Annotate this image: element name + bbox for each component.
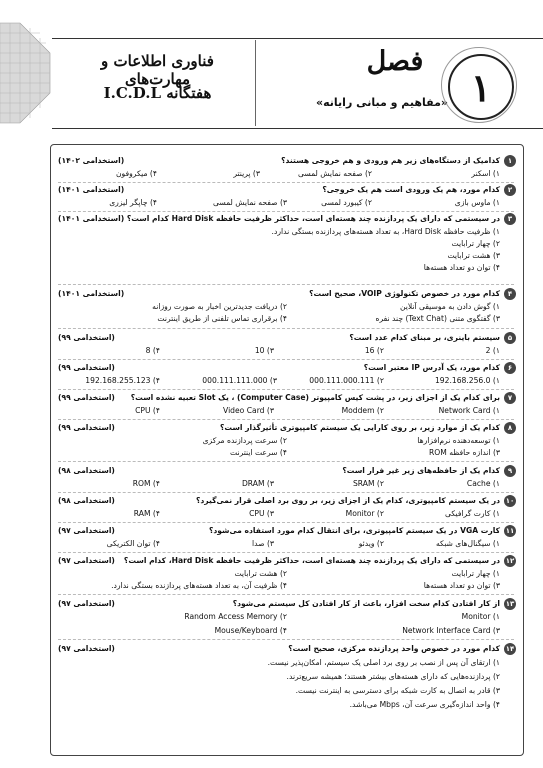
- option-4: ۴) سرعت اینترنت: [230, 448, 287, 457]
- question-text: از کار افتادن کدام سخت افزار، باعث از کار افتادن کل سیستم می‌شود؟: [232, 599, 500, 608]
- separator: [58, 461, 514, 462]
- option-3: ۳) اندازه حافظه ROM: [428, 448, 500, 457]
- option-2: ۲) Random Access Memory: [184, 612, 287, 621]
- question-3: [50, 213, 522, 272]
- option-3: ۳) پرینتر: [233, 169, 260, 178]
- chapter-word: فصل: [366, 46, 424, 77]
- separator: [58, 492, 514, 493]
- question-source: (استخدامی ۹۸): [58, 466, 115, 475]
- question-number: ۵: [504, 332, 516, 344]
- question-text: کدام مورد، یک آدرس IP معتبر است؟: [363, 363, 500, 372]
- option-2: ۲) ویدئو: [358, 539, 384, 548]
- question-text: کدام مورد، هم یک ورودی است هم یک خروجی؟: [322, 185, 500, 194]
- question-4: [50, 288, 522, 326]
- option-2: ۲) پردازنده‌هایی که دارای هسته‌های بیشتر هستند؛ همیشه سریع‌ترند.: [286, 672, 500, 681]
- option-1: ۱) Monitor: [461, 612, 500, 621]
- option-4: ۴) RAM: [133, 509, 160, 518]
- option-1: ۱) سیگنال‌های شبکه: [435, 539, 500, 548]
- question-number: ۷: [504, 392, 516, 404]
- question-number: ۹: [504, 465, 516, 477]
- option-3: ۳) Network Interface Card: [402, 626, 500, 635]
- option-3: ۳) 000.111.111.000: [202, 376, 277, 385]
- option-3: ۳) DRAM: [241, 479, 274, 488]
- option-3: ۳) گفتگوی متنی (Text Chat) چند نفره: [375, 314, 500, 323]
- separator: [58, 284, 514, 285]
- question-number: ۲: [504, 184, 516, 196]
- option-3: ۳) Video Card: [223, 406, 274, 415]
- option-1: ۱) ماوس بازی: [454, 198, 500, 207]
- question-source: (استخدامی ۱۴۰۱): [58, 185, 125, 194]
- question-text: کارت VGA در یک سیستم کامپیوتری، برای انتقال کدام مورد استفاده می‌شود؟: [208, 526, 500, 535]
- option-3: ۳) صدا: [251, 539, 274, 548]
- question-number: ۶: [504, 362, 516, 374]
- question-7: [50, 392, 522, 418]
- option-2: ۲) Monitor: [345, 509, 384, 518]
- question-source: (استخدامی ۹۷): [58, 599, 115, 608]
- option-2: ۲) کیبورد لمسی: [321, 198, 372, 207]
- question-number: ۱۰: [505, 497, 515, 505]
- question-source: (استخدامی ۹۸): [58, 496, 115, 505]
- option-2: ۲) SRAM: [352, 479, 384, 488]
- question-6: [50, 362, 522, 388]
- question-source: (استخدامی ۹۷): [58, 644, 115, 653]
- option-4: ۴) 192.168.255.123: [85, 376, 160, 385]
- option-2: ۲) دریافت جدیدترین اخبار به صورت روزانه: [152, 302, 287, 311]
- question-source: (استخدامی ۹۷): [58, 556, 115, 565]
- option-2: ۲) 16: [364, 346, 384, 355]
- question-number: ۳: [504, 213, 516, 225]
- option-3: ۳) 10: [254, 346, 274, 355]
- separator: [58, 594, 514, 595]
- question-number: ۱۱: [505, 527, 515, 535]
- question-number: ۱۳: [505, 600, 515, 608]
- separator: [58, 522, 514, 523]
- option-3: ۳) هشت ترابایت: [447, 251, 500, 260]
- question-13: [50, 598, 522, 636]
- option-4: ۴) Mouse/Keyboard: [214, 626, 287, 635]
- question-source: (استخدامی ۱۴۰۱): [58, 214, 125, 223]
- option-4: ۴) ROM: [132, 479, 160, 488]
- question-source: (استخدامی ۱۴۰۲): [58, 156, 125, 165]
- option-1: ۱) چهار ترابایت: [451, 569, 500, 578]
- chapter-number: ۱: [448, 54, 514, 120]
- option-1: ۱) گوش دادن به موسیقی آنلاین: [399, 302, 500, 311]
- option-4: ۴) CPU: [135, 406, 160, 415]
- option-2: ۲) سرعت پردازنده مرکزی: [202, 436, 287, 445]
- question-number: ۱۴: [505, 645, 515, 653]
- decorative-pattern-icon: [0, 18, 58, 128]
- header-top-rule: [52, 38, 543, 39]
- option-4: ۴) واحد اندازه‌گیری سرعت آن، Mbps می‌باشد.: [349, 700, 500, 709]
- option-4: ۴) ظرفیت آن، به تعداد هسته‌های پردازنده بستگی ندارد.: [111, 581, 287, 590]
- option-3: ۳) قادر به اتصال به کارت شبکه برای دسترسی به اینترنت نیست.: [295, 686, 500, 695]
- option-4: ۴) توان الکتریکی: [106, 539, 160, 548]
- option-4: ۴) برقراری تماس تلفنی از طریق اینترنت: [157, 314, 287, 323]
- question-text: کدامیک از دستگاه‌های زیر هم ورودی و هم خروجی هستند؟: [281, 156, 500, 165]
- question-8: [50, 422, 522, 460]
- option-3: ۳) توان دو تعداد هسته‌ها: [423, 581, 500, 590]
- question-14: [50, 643, 522, 713]
- option-2: ۲) صفحه نمایش لمسی: [298, 169, 372, 178]
- separator: [58, 182, 514, 183]
- option-2: ۲) هشت ترابایت: [234, 569, 287, 578]
- question-text: در یک سیستم کامپیوتری، کدام یک از اجزای زیر، بر روی برد اصلی قرار نمی‌گیرد؟: [195, 496, 500, 505]
- question-5: [50, 332, 522, 358]
- question-number: ۸: [504, 422, 516, 434]
- option-1: ۱) ظرفیت حافظه Hard Disk، به تعداد هسته‌های پردازنده بستگی ندارد.: [271, 227, 500, 236]
- option-4: ۴) میکروفون: [115, 169, 157, 178]
- question-text: سیستم باینری، بر مبنای کدام عدد است؟: [349, 333, 500, 342]
- option-4: ۴) توان دو تعداد هسته‌ها: [423, 263, 500, 272]
- option-2: ۲) Moddem: [341, 406, 384, 415]
- option-4: ۴) چاپگر لیزری: [109, 198, 157, 207]
- question-source: (استخدامی ۹۷): [58, 526, 115, 535]
- option-1: ۱) Cache: [466, 479, 500, 488]
- question-number: ۱۲: [505, 557, 515, 565]
- option-1: ۱) 2: [485, 346, 500, 355]
- page-header: [0, 0, 543, 140]
- option-2: ۲) چهار ترابایت: [451, 239, 500, 248]
- separator: [58, 359, 514, 360]
- question-10: [50, 495, 522, 521]
- option-4: ۴) 8: [145, 346, 160, 355]
- question-text: کدام یک از موارد زیر، بر روی کارایی یک سیستم کامپیوتری تأثیرگذار است؟: [220, 423, 500, 432]
- option-3: ۳) CPU: [249, 509, 274, 518]
- question-source: (استخدامی ۱۴۰۱): [58, 289, 125, 298]
- option-1: ۱) ارتقای آن پس از نصب بر روی برد اصلی یک سیستم، امکان‌پذیر نیست.: [267, 658, 500, 667]
- question-text: کدام مورد در خصوص واحد پردازنده مرکزی، صحیح است؟: [288, 644, 500, 653]
- option-1: ۱) 192.168.256.0: [434, 376, 500, 385]
- option-1: ۱) کارت گرافیکی: [445, 509, 500, 518]
- question-12: [50, 555, 522, 593]
- book-title: فناوری اطلاعات و مهارت‌های: [101, 52, 214, 88]
- book-subtitle: هفتگانه I.C.D.L: [103, 84, 212, 102]
- question-source: (استخدامی ۹۹): [58, 423, 115, 432]
- header-bottom-rule: [52, 128, 543, 129]
- question-number: ۴: [504, 288, 516, 300]
- chapter-subtitle: «مفاهیم و مبانی رایانه»: [316, 96, 448, 109]
- question-9: [50, 465, 522, 491]
- question-source: (استخدامی ۹۹): [58, 333, 115, 342]
- question-2: [50, 184, 522, 210]
- option-1: ۱) Network Card: [438, 406, 500, 415]
- question-source: (استخدامی ۹۹): [58, 363, 115, 372]
- separator: [58, 389, 514, 390]
- option-1: ۱) توسعه‌دهنده نرم‌افزارها: [417, 436, 500, 445]
- question-text: در سیستمی که دارای یک پردازنده چند هسته‌ای است، حداکثر ظرفیت حافظه Hard Disk، کدام است؟: [123, 556, 500, 565]
- separator: [58, 639, 514, 640]
- option-1: ۱) اسکنر: [471, 169, 500, 178]
- question-1: [50, 155, 522, 181]
- option-3: ۳) صفحه نمایش لمسی: [213, 198, 287, 207]
- option-2: ۲) 000.111.000.111: [309, 376, 384, 385]
- separator: [58, 328, 514, 329]
- question-text: کدام مورد در خصوص تکنولوژی VOIP، صحیح است؟: [309, 289, 500, 298]
- question-source: (استخدامی ۹۹): [58, 393, 115, 402]
- question-text: در سیستمی که دارای یک پردازنده چند هسته‌ای است، حداکثر ظرفیت حافظه Hard Disk کدام است؟: [126, 214, 500, 223]
- question-text: برای کدام یک از اجزای زیر، در پشت کیس کامپیوتر (Computer Case) ، یک Slot تعبیه نشده است؟: [130, 393, 500, 402]
- question-text: کدام یک از حافظه‌های زیر غیر فرار است؟: [342, 466, 500, 475]
- separator: [58, 552, 514, 553]
- separator: [58, 211, 514, 212]
- question-number: ۱: [504, 155, 516, 167]
- separator: [58, 419, 514, 420]
- question-11: [50, 525, 522, 551]
- header-divider: [255, 40, 256, 126]
